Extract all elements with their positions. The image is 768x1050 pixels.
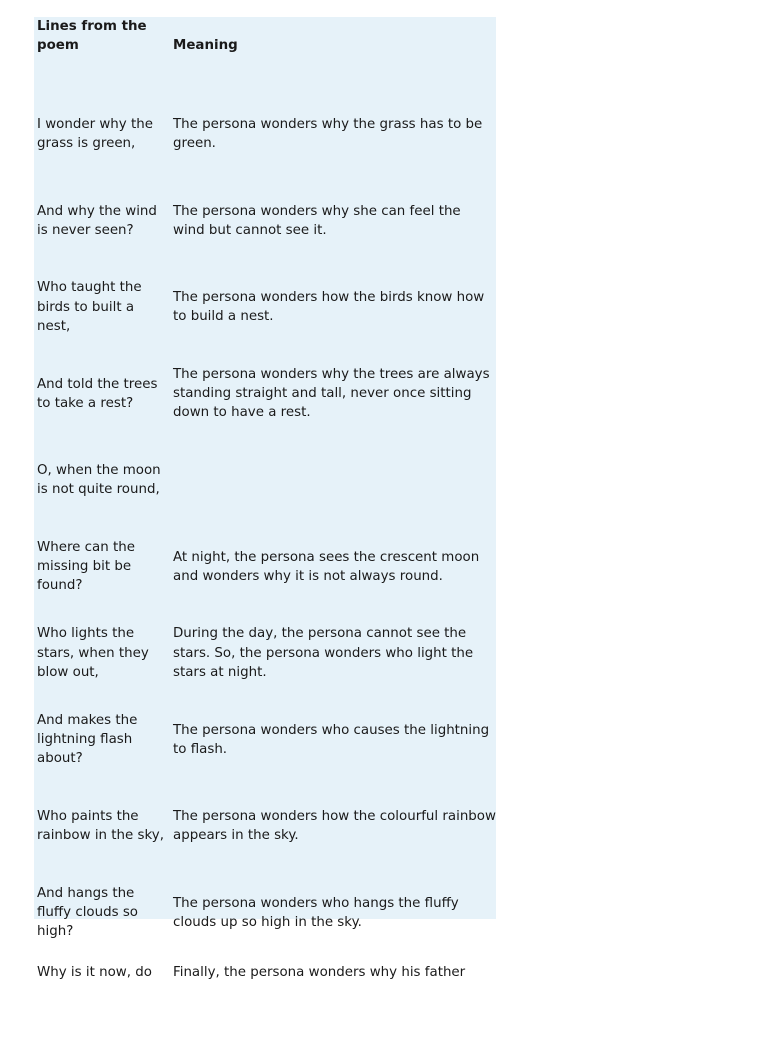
meaning-cell: The persona wonders why the trees are always standing straight and tall, never once sitting down to have a rest.	[173, 366, 490, 421]
meaning-cell: The persona wonders why she can feel the wind but cannot see it.	[173, 203, 461, 238]
table-row	[34, 178, 496, 265]
table-header-row	[34, 17, 496, 91]
poem-line-cell: And why the wind is never seen?	[37, 203, 157, 238]
table-row	[34, 783, 496, 870]
poem-line-cell: O, when the moon is not quite round,	[37, 463, 161, 498]
meaning-cell: The persona wonders who causes the lightning to flash.	[173, 722, 490, 757]
meaning-cell: At night, the persona sees the crescent moon and wonders why it is not always round.	[173, 549, 480, 584]
poem-line-cell: Who taught the birds to built a nest,	[37, 280, 142, 334]
poem-line-cell: And told the trees to take a rest?	[37, 376, 158, 411]
table-row	[34, 91, 496, 178]
table-row	[34, 524, 496, 611]
meaning-cell	[170, 437, 496, 524]
meaning-cell: During the day, the persona cannot see the stars. So, the persona wonders who light the stars at night.	[173, 626, 474, 680]
meaning-cell: The persona wonders why the grass has to be green.	[173, 117, 483, 152]
meaning-cell: The persona wonders how the colourful rainbow appears in the sky.	[173, 809, 496, 844]
header-meaning: Meaning	[173, 38, 238, 53]
table-row	[34, 956, 496, 1050]
meaning-cell: The persona wonders who hangs the fluffy clouds up so high in the sky.	[173, 895, 459, 930]
poem-line-cell: I wonder why the grass is green,	[37, 117, 153, 152]
table-row	[34, 351, 496, 438]
poem-line-cell: And hangs the fluffy clouds so high?	[37, 885, 138, 940]
poem-line-cell: Where can the missing bit be found?	[37, 539, 135, 594]
table-row	[34, 437, 496, 524]
meaning-cell: Finally, the persona wonders why his father	[173, 965, 466, 980]
poem-line-cell: Why is it now, do	[37, 965, 152, 980]
table-row	[34, 697, 496, 784]
table-row	[34, 870, 496, 957]
document-page	[34, 17, 496, 980]
table-row	[34, 610, 496, 697]
table-row	[34, 264, 496, 351]
poem-meaning-table	[34, 17, 496, 1050]
meaning-cell: The persona wonders how the birds know how to build a nest.	[173, 290, 485, 325]
poem-line-cell: And makes the lightning flash about?	[37, 712, 138, 767]
poem-line-cell: Who lights the stars, when they blow out,	[37, 626, 149, 680]
header-lines-from-poem: Lines from the poem	[37, 19, 147, 54]
poem-line-cell: Who paints the rainbow in the sky,	[37, 809, 164, 844]
